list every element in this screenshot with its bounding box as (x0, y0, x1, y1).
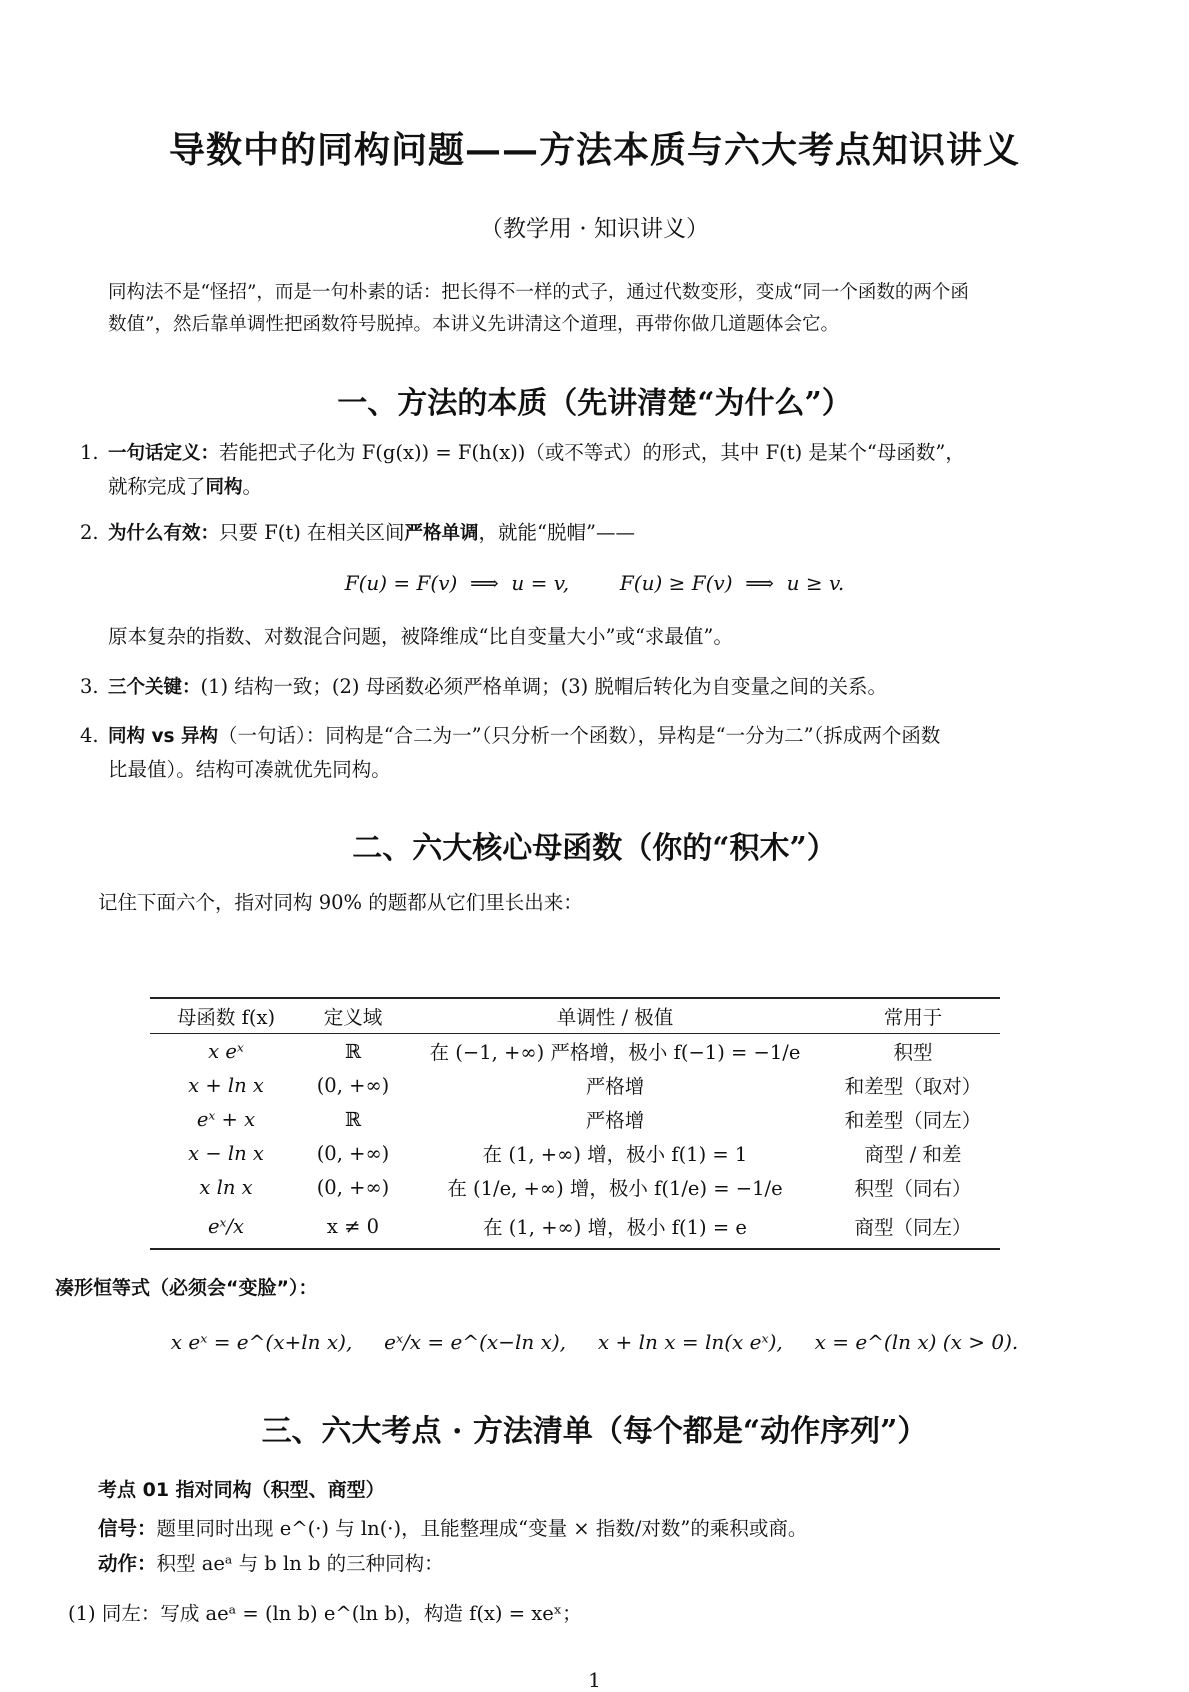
item-after-text: 原本复杂的指数、对数混合问题，被降维成“比自变量大小”或“求最值”。 (108, 625, 733, 648)
cell-monotonic: 在 (1, +∞) 增，极小 f(1) = 1 (482, 1143, 748, 1166)
item-text-b: ，就能“脱帽”—— (478, 521, 635, 544)
item-text-2: 比最值）。结构可凑就优先同构。 (108, 758, 391, 781)
table-header-row (150, 998, 1000, 1034)
col-header-usage: 常用于 (883, 1006, 943, 1029)
cell-monotonic: 严格增 (585, 1109, 645, 1132)
cell-function: eˣ/x (207, 1214, 245, 1238)
item-label: 同构 vs 异构 (108, 726, 218, 747)
cell-function: x ln x (199, 1175, 253, 1199)
cell-domain: (0, +∞) (316, 1175, 390, 1199)
item-label: 为什么有效： (108, 523, 220, 544)
page-title: 导数中的同构问题——方法本质与六大考点知识讲义 (168, 129, 1020, 171)
item-text: 若能把式子化为 F(g(x)) = F(h(x))（或不等式）的形式，其中 F(t) 是某个“母函数”， (219, 441, 965, 464)
mother-function-table (150, 997, 1000, 1250)
signal-label: 信号： (98, 1517, 157, 1540)
item-number: 2. (80, 521, 99, 544)
sub-item-1: (1) 同左：写成 aeᵃ = (ln b) e^(ln b)，构造 f(x) = xeˣ； (68, 1602, 582, 1625)
cell-monotonic: 严格增 (585, 1075, 645, 1098)
cell-usage: 和差型（取对） (844, 1075, 982, 1098)
cell-monotonic: 在 (1/e, +∞) 增，极小 f(1/e) = −1/e (447, 1177, 783, 1200)
item-tail: 。 (242, 475, 263, 498)
signal-line (98, 1513, 807, 1541)
col-header-monotonic: 单调性 / 极值 (556, 1006, 674, 1029)
display-formula-monotonic: F(u) = F(v) ⟹ u = v, F(u) ≥ F(v) ⟹ u ≥ v. (344, 571, 845, 595)
signal-text: 题里同时出现 e^(·) 与 ln(·)，且能整理成“变量 × 指数/对数”的乘积或商。 (156, 1517, 808, 1540)
section2-lead: 记住下面六个，指对同构 90% 的题都从它们里长出来： (98, 891, 583, 914)
item-bold: 严格单调 (404, 523, 479, 544)
table-row (150, 1204, 1000, 1249)
item-number: 4. (80, 724, 99, 747)
identities-label: 凑形恒等式（必须会“变脸”）： (55, 1277, 318, 1299)
cell-function: x eˣ (208, 1039, 244, 1063)
item-label: 一句话定义： (108, 443, 220, 464)
cell-domain: ℝ (344, 1039, 362, 1063)
action-label: 动作： (98, 1552, 157, 1575)
cell-domain: (0, +∞) (316, 1073, 390, 1097)
cell-function: eˣ + x (196, 1107, 256, 1131)
intro-line-1: 同构法不是“怪招”，而是一句朴素的话：把长得不一样的式子，通过代数变形，变成“同一个函数的两个函 (108, 282, 969, 303)
cell-domain: x ≠ 0 (326, 1214, 380, 1238)
item-bold: 同构 (205, 477, 243, 498)
cell-usage: 积型（同右） (854, 1177, 972, 1200)
action-line (98, 1548, 444, 1576)
item-number: 1. (80, 441, 99, 464)
point-title: 考点 01 指对同构（积型、商型） (98, 1479, 385, 1501)
cell-monotonic: 在 (1, +∞) 增，极小 f(1) = e (483, 1216, 747, 1239)
action-text: 积型 aeᵃ 与 b ln b 的三种同构： (156, 1552, 444, 1575)
section1-heading: 一、方法的本质（先讲清楚“为什么”） (337, 386, 852, 421)
cell-function: x − ln x (188, 1141, 264, 1165)
section2-heading: 二、六大核心母函数（你的“积木”） (352, 831, 837, 866)
cell-domain: (0, +∞) (316, 1141, 390, 1165)
page-subtitle: （教学用 · 知识讲义） (480, 216, 709, 242)
item-label: 三个关键： (108, 677, 201, 698)
cell-usage: 商型（同左） (854, 1216, 972, 1239)
cell-usage: 商型 / 和差 (864, 1143, 962, 1166)
cell-monotonic: 在 (−1, +∞) 严格增，极小 f(−1) = −1/e (429, 1041, 801, 1064)
cell-domain: ℝ (344, 1107, 362, 1131)
item-text: （一句话）：同构是“合二为一”（只分析一个函数），异构是“一分为二”（拆成两个函数 (217, 724, 941, 747)
intro-line-2: 数值”，然后靠单调性把函数符号脱掉。本讲义先讲清这个道理，再带你做几道题体会它。 (108, 314, 839, 335)
item-text-2: 就称完成了 (108, 475, 206, 498)
section3-heading: 三、六大考点 · 方法清单（每个都是“动作序列”） (261, 1414, 928, 1449)
item-number: 3. (80, 675, 99, 698)
col-header-function: 母函数 f(x) (176, 1006, 276, 1029)
identities-formula: x eˣ = e^(x+ln x), eˣ/x = e^(x−ln x), x + ln x = ln(x eˣ), x = e^(ln x) (x > 0). (170, 1330, 1019, 1354)
item-text-a: 只要 F(t) 在相关区间 (219, 521, 405, 544)
cell-function: x + ln x (188, 1073, 264, 1097)
table-row (150, 1136, 1000, 1170)
page-number: 1 (588, 1668, 601, 1692)
table-row (150, 1102, 1000, 1136)
table-row (150, 1068, 1000, 1102)
cell-usage: 和差型（同左） (844, 1109, 982, 1132)
table-row (150, 1034, 1000, 1069)
col-header-domain: 定义域 (323, 1006, 383, 1029)
item-text: (1) 结构一致；(2) 母函数必须严格单调；(3) 脱帽后转化为自变量之间的关系。 (200, 675, 887, 698)
table-row (150, 1170, 1000, 1204)
cell-usage: 积型 (893, 1041, 933, 1064)
